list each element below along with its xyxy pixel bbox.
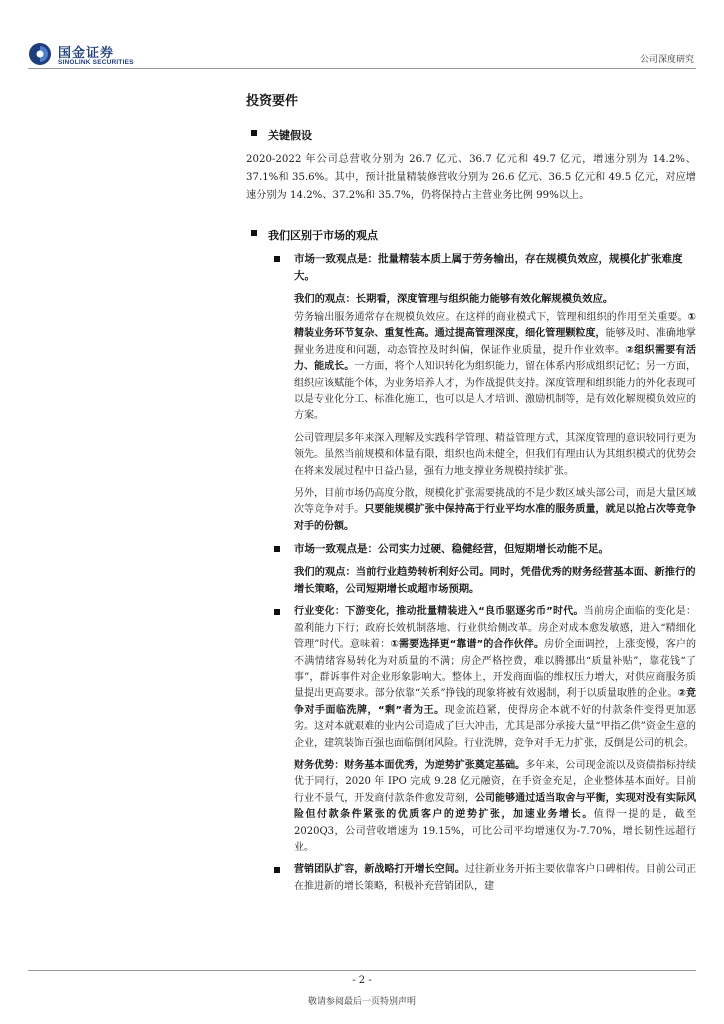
our-view-heading: 我们的观点：当前行业趋势转析利好公司。同时，凭借优秀的财务经营基本面、新推行的增长策略，公司短期增长或超市场预期。 <box>294 566 696 596</box>
consensus-view-text: 市场一致观点是：公司实力过硬、稳健经营，但短期增长动能不足。 <box>294 543 609 556</box>
section-heading: 关键假设 <box>268 129 312 142</box>
consensus-item-2 <box>246 541 696 558</box>
our-view-block-2 <box>246 564 696 598</box>
market-structure-paragraph: 另外，目前市场仍高度分散，规模化扩张需要挑战的不是少数区域头部公司，而是大量区域次等竞争对手。只要能规模扩张中保持高于行业平均水准的服务质量，就足以抢占次等竞争对手的份额。 <box>294 488 696 532</box>
marketing-team-paragraph: 营销团队扩容，新战略打开增长空间。过往新业务开拓主要依靠客户口碑相传。目前公司正在推进新的增长策略，积极补充营销团队，建 <box>294 864 697 892</box>
square-bullet-icon <box>274 867 280 873</box>
assumptions-paragraph: 2020-2022 年公司总营收分别为 26.7 亿元、36.7 亿元和 49.7 亿元，增速分别为 14.2%、37.1%和 35.6%。其中，预计批量精装修营收分别为 26.6 亿元、36.5 亿元和 49.5 亿元，对应增速分别为 14.2%、37.2%和 35.7%，仍将保持占主营业务比例 99%以上。 <box>246 154 696 201</box>
brand-name-cn: 国金证券 <box>58 46 115 61</box>
footer-divider <box>28 970 696 971</box>
footer-disclaimer: 敬请参阅最后一页特别声明 <box>307 997 416 1007</box>
marketing-team-item <box>246 862 696 895</box>
square-bullet-icon <box>274 546 280 552</box>
report-type-label: 公司深度研究 <box>639 55 694 65</box>
brand-name-en: SINOLINK SECURITIES <box>58 59 134 66</box>
page-header <box>0 0 724 80</box>
section-our-views <box>246 227 696 243</box>
industry-change-item <box>246 604 696 752</box>
square-bullet-icon <box>251 230 257 236</box>
consensus-view-text: 市场一致观点是：批量精装本质上属于劳务输出，存在规模负效应，规模化扩张难度大。 <box>294 253 683 282</box>
our-view-block-1 <box>246 291 696 535</box>
financial-advantage-paragraph: 财务优势：财务基本面优秀，为逆势扩张奠定基础。多年来，公司现金流以及资债指标持续优于同行，2020 年 IPO 完成 9.28 亿元融资，在手资金充足，企业整体基本面好。目前行业不景气，开发商付款条件愈发苛刻，公司能够通过适当取舍与平衡，实现对没有实际风险但付款条件紧张的优质客户的逆势扩张，加速业务增长。值得一提的是，截至 2020Q3，公司营收增速为 19.15%，可比公司平均增速仅为-7.70%，增长韧性远超行业。 <box>294 759 697 853</box>
page-title: 投资要件 <box>246 94 299 109</box>
section-heading: 我们区别于市场的观点 <box>268 229 378 242</box>
our-view-heading: 我们的观点：长期看，深度管理与组织能力能够有效化解规模负效应。 <box>294 293 614 305</box>
brand-logo-icon <box>28 42 52 66</box>
brand-logo <box>28 40 138 70</box>
main-content <box>246 90 696 901</box>
management-paragraph: 公司管理层多年来深入理解及实践科学管理、精益管理方式，其深度管理的意识较同行更为领先。虽然当前规模和体量有限，组织也尚未健全，但我们有理由认为其组织模式的优势会在将来发展过程中日益凸显，强有力地支撑业务规模持续扩张。 <box>294 432 696 477</box>
square-bullet-icon <box>274 256 280 262</box>
square-bullet-icon <box>251 130 257 136</box>
industry-change-paragraph: 行业变化：下游变化，推动批量精装进入“良币驱逐劣币”时代。当前房企面临的变化是：盈利能力下行；政府长效机制落地、行业供给侧改革。房企对成本愈发敏感，进入“精细化管理”时代。意味着：①需要选择更“靠谱”的合作伙伴。房价全面调控，上涨变慢，客户的不满情绪容易转化为对质量的不满；房企严格控费，难以腾挪出“质量补贴”，靠花钱“了事”，群诉事件对企业形象影响大。整体上，开发商面临的维权压力增大，对供应商服务质量提出更高要求。部分依靠“关系”挣钱的现象将被有效遏制，利于以质量取胜的企业。②竞争对手面临洗牌，“剩”者为王。现金流趋紧，使得房企本就不好的付款条件变得更加恶劣。这对本就艰难的业内公司造成了巨大冲击，尤其是部分承接大量“甲指乙供”资金生意的企业，建筑装饰百强也面临倒闭风险。行业洗牌，竞争对手无力扩张，反倒是公司的机会。 <box>294 606 697 749</box>
square-bullet-icon <box>274 609 280 615</box>
our-view-paragraph: 劳务输出服务通常存在规模负效应。在这样的商业模式下，管理和组织的作用至关重要。①精装业务环节复杂、重复性高。通过提高管理深度，细化管理颗粒度，能够及时、准确地掌握业务进度和问题，动态管控及时纠偏，保证作业质量，提升作业效率。②组织需要有活力、能成长。一方面，将个人知识转化为组织能力，留在体系内形成组织记忆；另一方面，组织应该赋能个体，为业务培养人才，为作战提供支持。深度管理和组织能力的外化表现可以是专业化分工、标准化施工，也可以是人才培训、激励机制等，是有效化解规模负效应的方案。 <box>294 312 697 422</box>
consensus-item-1 <box>246 251 696 285</box>
header-divider <box>28 68 696 69</box>
section-key-assumptions <box>246 127 696 143</box>
page-number: - 2 - <box>352 975 372 986</box>
financial-advantage-block <box>246 758 696 856</box>
